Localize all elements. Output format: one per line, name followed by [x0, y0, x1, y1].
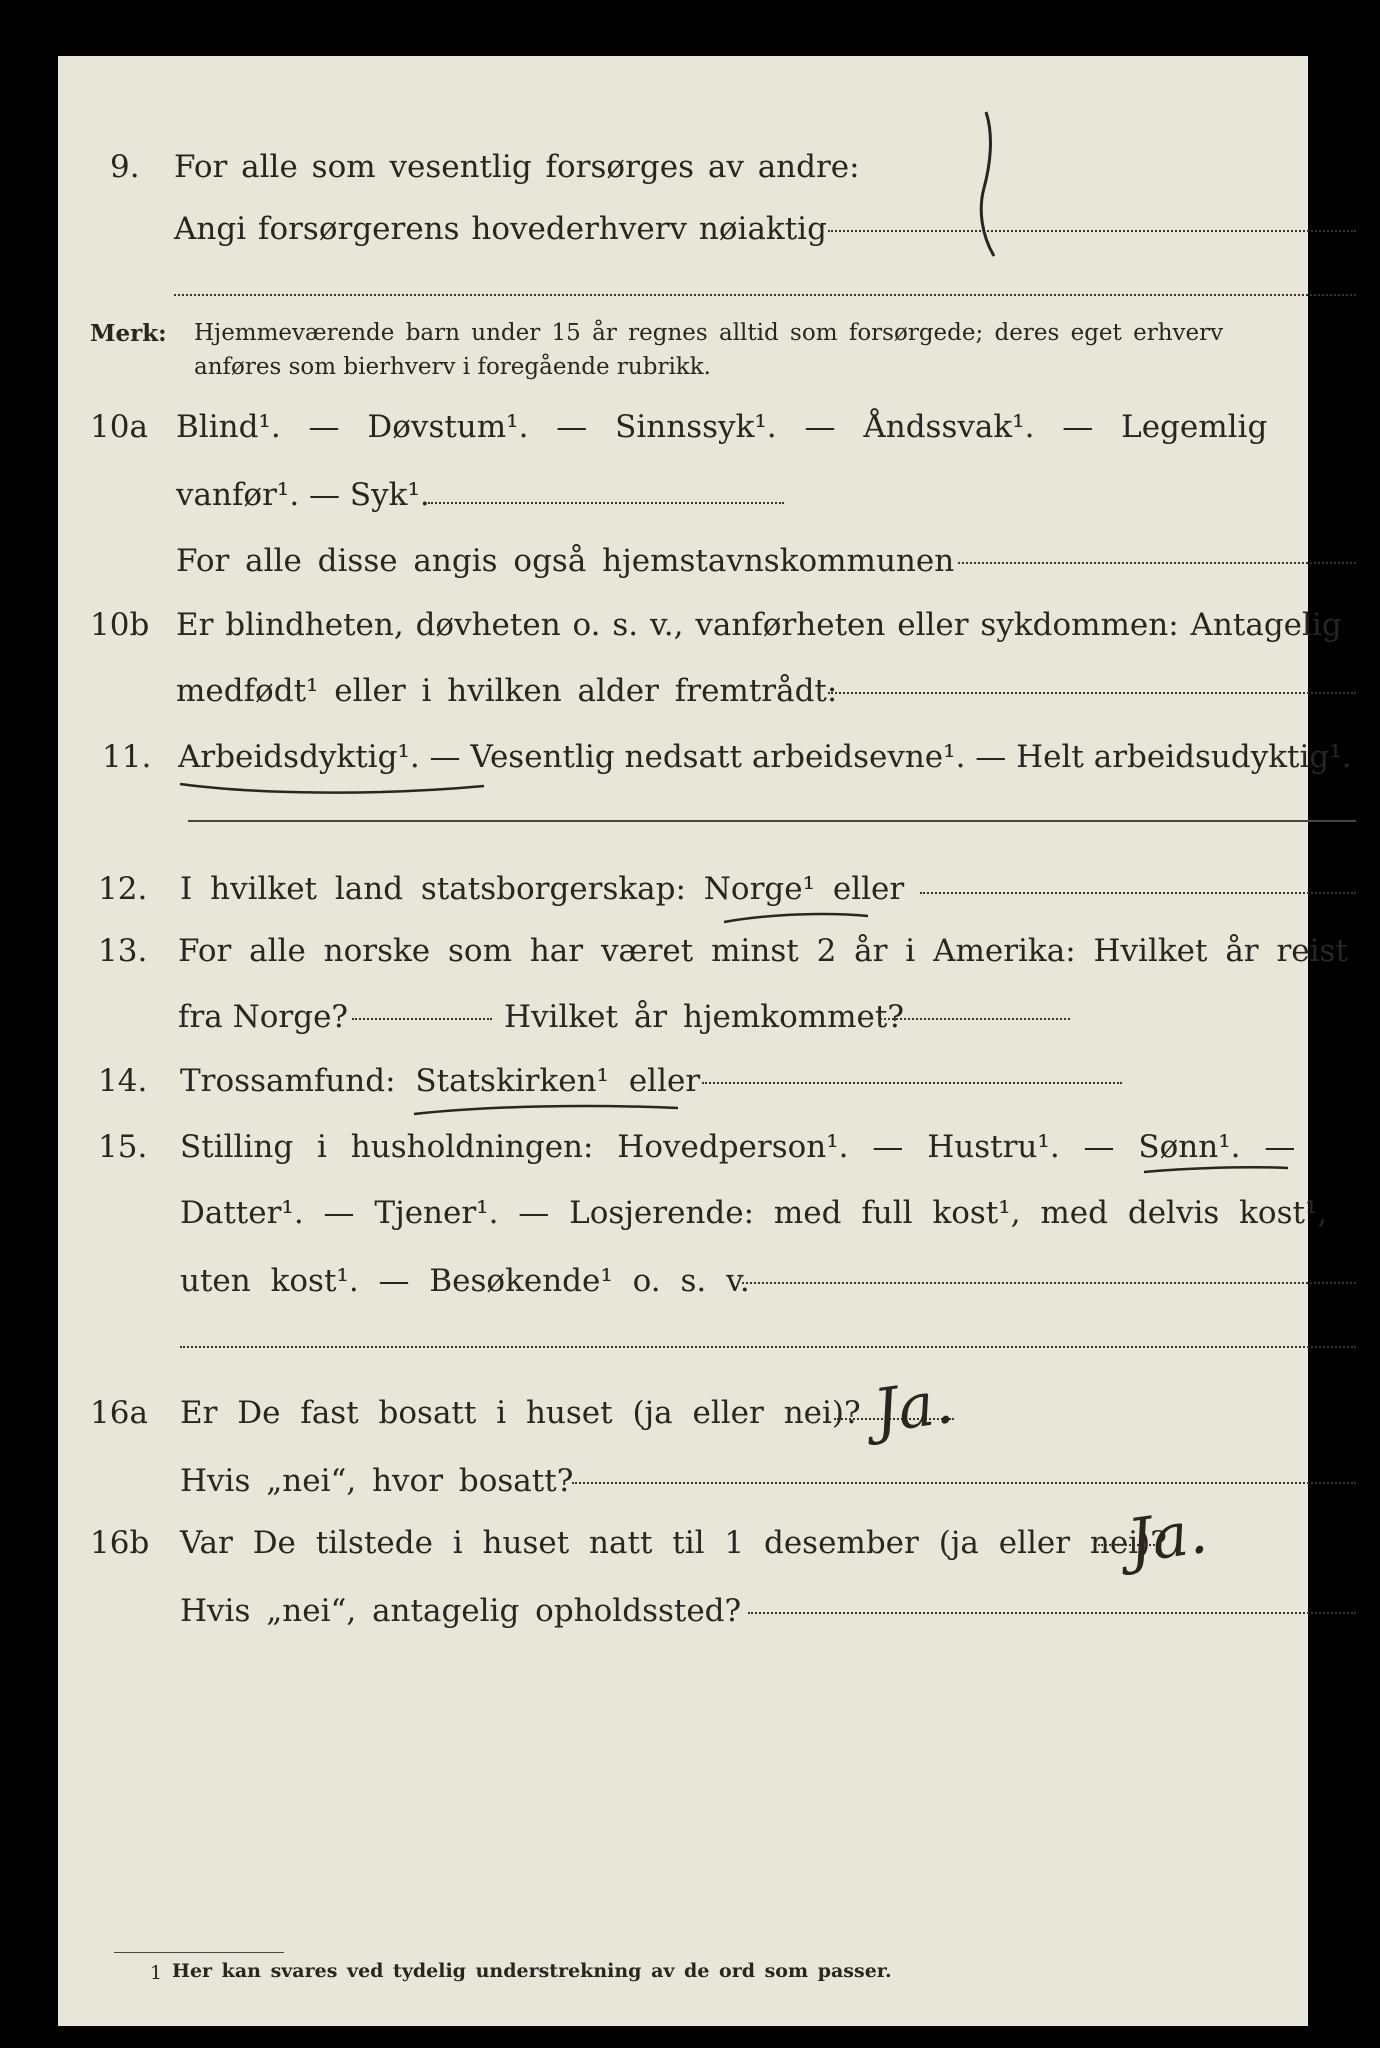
q10b-line2: medfødt¹ eller i hvilken alder fremtrådt:: [176, 673, 838, 709]
q11-answer-line: [188, 820, 1356, 822]
q13-line2b: Hvilket år hjemkommet?: [504, 999, 904, 1035]
q15-second-line: [180, 1346, 1356, 1348]
q13-hjemkommet-line: [880, 1018, 1070, 1020]
q16b-opholdssted-line: [748, 1612, 1356, 1614]
q15-line2: Datter¹. — Tjener¹. — Losjerende: med full kost¹, med delvis kost¹,: [180, 1195, 1328, 1231]
merk-line2: anføres som bierhverv i foregående rubrikk.: [194, 354, 711, 380]
q12-answer-line: [920, 892, 1356, 894]
q9-answer-line: [828, 230, 1356, 232]
q15-line3: uten kost¹. — Besøkende¹ o. s. v.: [180, 1263, 750, 1299]
q16a-line2: Hvis „nei“, hvor bosatt?: [180, 1463, 574, 1499]
q16b-line1: Var De tilstede i huset natt til 1 desember (ja eller nei)?: [180, 1525, 1167, 1561]
q13-line1: For alle norske som har været minst 2 år i Amerika: Hvilket år reist: [178, 933, 1348, 969]
q14-text: Trossamfund: Statskirken¹ eller: [180, 1063, 701, 1099]
q9-line2: Angi forsørgerens hovederhverv nøiaktig: [174, 211, 827, 247]
q16b-number: 16b: [90, 1525, 150, 1561]
q16b-line2: Hvis „nei“, antagelig opholdssted?: [180, 1593, 742, 1629]
q13-reist-line: [352, 1018, 492, 1020]
q9-second-line: [174, 294, 1356, 296]
q11-number: 11.: [102, 739, 152, 775]
q15-line1: Stilling i husholdningen: Hovedperson¹. — Hustru¹. — Sønn¹. —: [180, 1129, 1296, 1165]
q10a-line3: For alle disse angis også hjemstavnskommunen: [176, 543, 955, 579]
q10a-line1: Blind¹. — Døvstum¹. — Sinnssyk¹. — Åndssvak¹. — Legemlig: [176, 409, 1268, 445]
q10a-hjemstavn-line: [958, 562, 1356, 564]
q16a-bosatt-line: [572, 1482, 1356, 1484]
q14-underline-mark: [408, 1096, 688, 1126]
merk-label: Merk:: [90, 320, 167, 347]
q10b-number: 10b: [90, 607, 150, 643]
q16b-handwritten-answer: Ja.: [1123, 1496, 1212, 1578]
q9-line1: For alle som vesentlig forsørges av andre:: [174, 149, 860, 185]
footnote-text: Her kan svares ved tydelig understrekning av de ord som passer.: [172, 1960, 892, 1982]
q15-answer-line: [742, 1282, 1356, 1284]
q12-number: 12.: [98, 871, 148, 907]
footnote-rule: [114, 1952, 284, 1953]
q16a-line1: Er De fast bosatt i huset (ja eller nei)?: [180, 1395, 861, 1431]
q16a-number: 16a: [90, 1395, 148, 1431]
q10b-answer-line: [828, 692, 1356, 694]
q14-number: 14.: [98, 1063, 148, 1099]
q11-text: Arbeidsdyktig¹. — Vesentlig nedsatt arbeidsevne¹. — Helt arbeidsudyktig¹.: [178, 739, 1352, 775]
q16a-handwritten-answer: Ja.: [869, 1366, 958, 1448]
footnote-mark: 1: [150, 1962, 163, 1984]
merk-line1: Hjemmeværende barn under 15 år regnes alltid som forsørgede; deres eget erhverv: [194, 320, 1224, 346]
q14-answer-line: [702, 1082, 1122, 1084]
q11-underline-mark: [174, 768, 494, 808]
q9-bracket-mark: [968, 106, 1008, 266]
q10a-syk-line: [428, 502, 784, 504]
q10b-line1: Er blindheten, døvheten o. s. v., vanførheten eller sykdommen: Antagelig: [176, 607, 1342, 643]
q15-underline-mark: [1138, 1158, 1298, 1182]
census-form-page: [58, 56, 1352, 2026]
q15-number: 15.: [98, 1129, 148, 1165]
q10a-line2: vanfør¹. — Syk¹.: [176, 477, 430, 513]
q10a-number: 10a: [90, 409, 148, 445]
q12-underline-mark: [718, 904, 878, 934]
q9-number: 9.: [110, 149, 140, 185]
q13-line2a: fra Norge?: [178, 999, 349, 1035]
q12-text: I hvilket land statsborgerskap: Norge¹ eller: [180, 871, 905, 907]
q13-number: 13.: [98, 933, 148, 969]
